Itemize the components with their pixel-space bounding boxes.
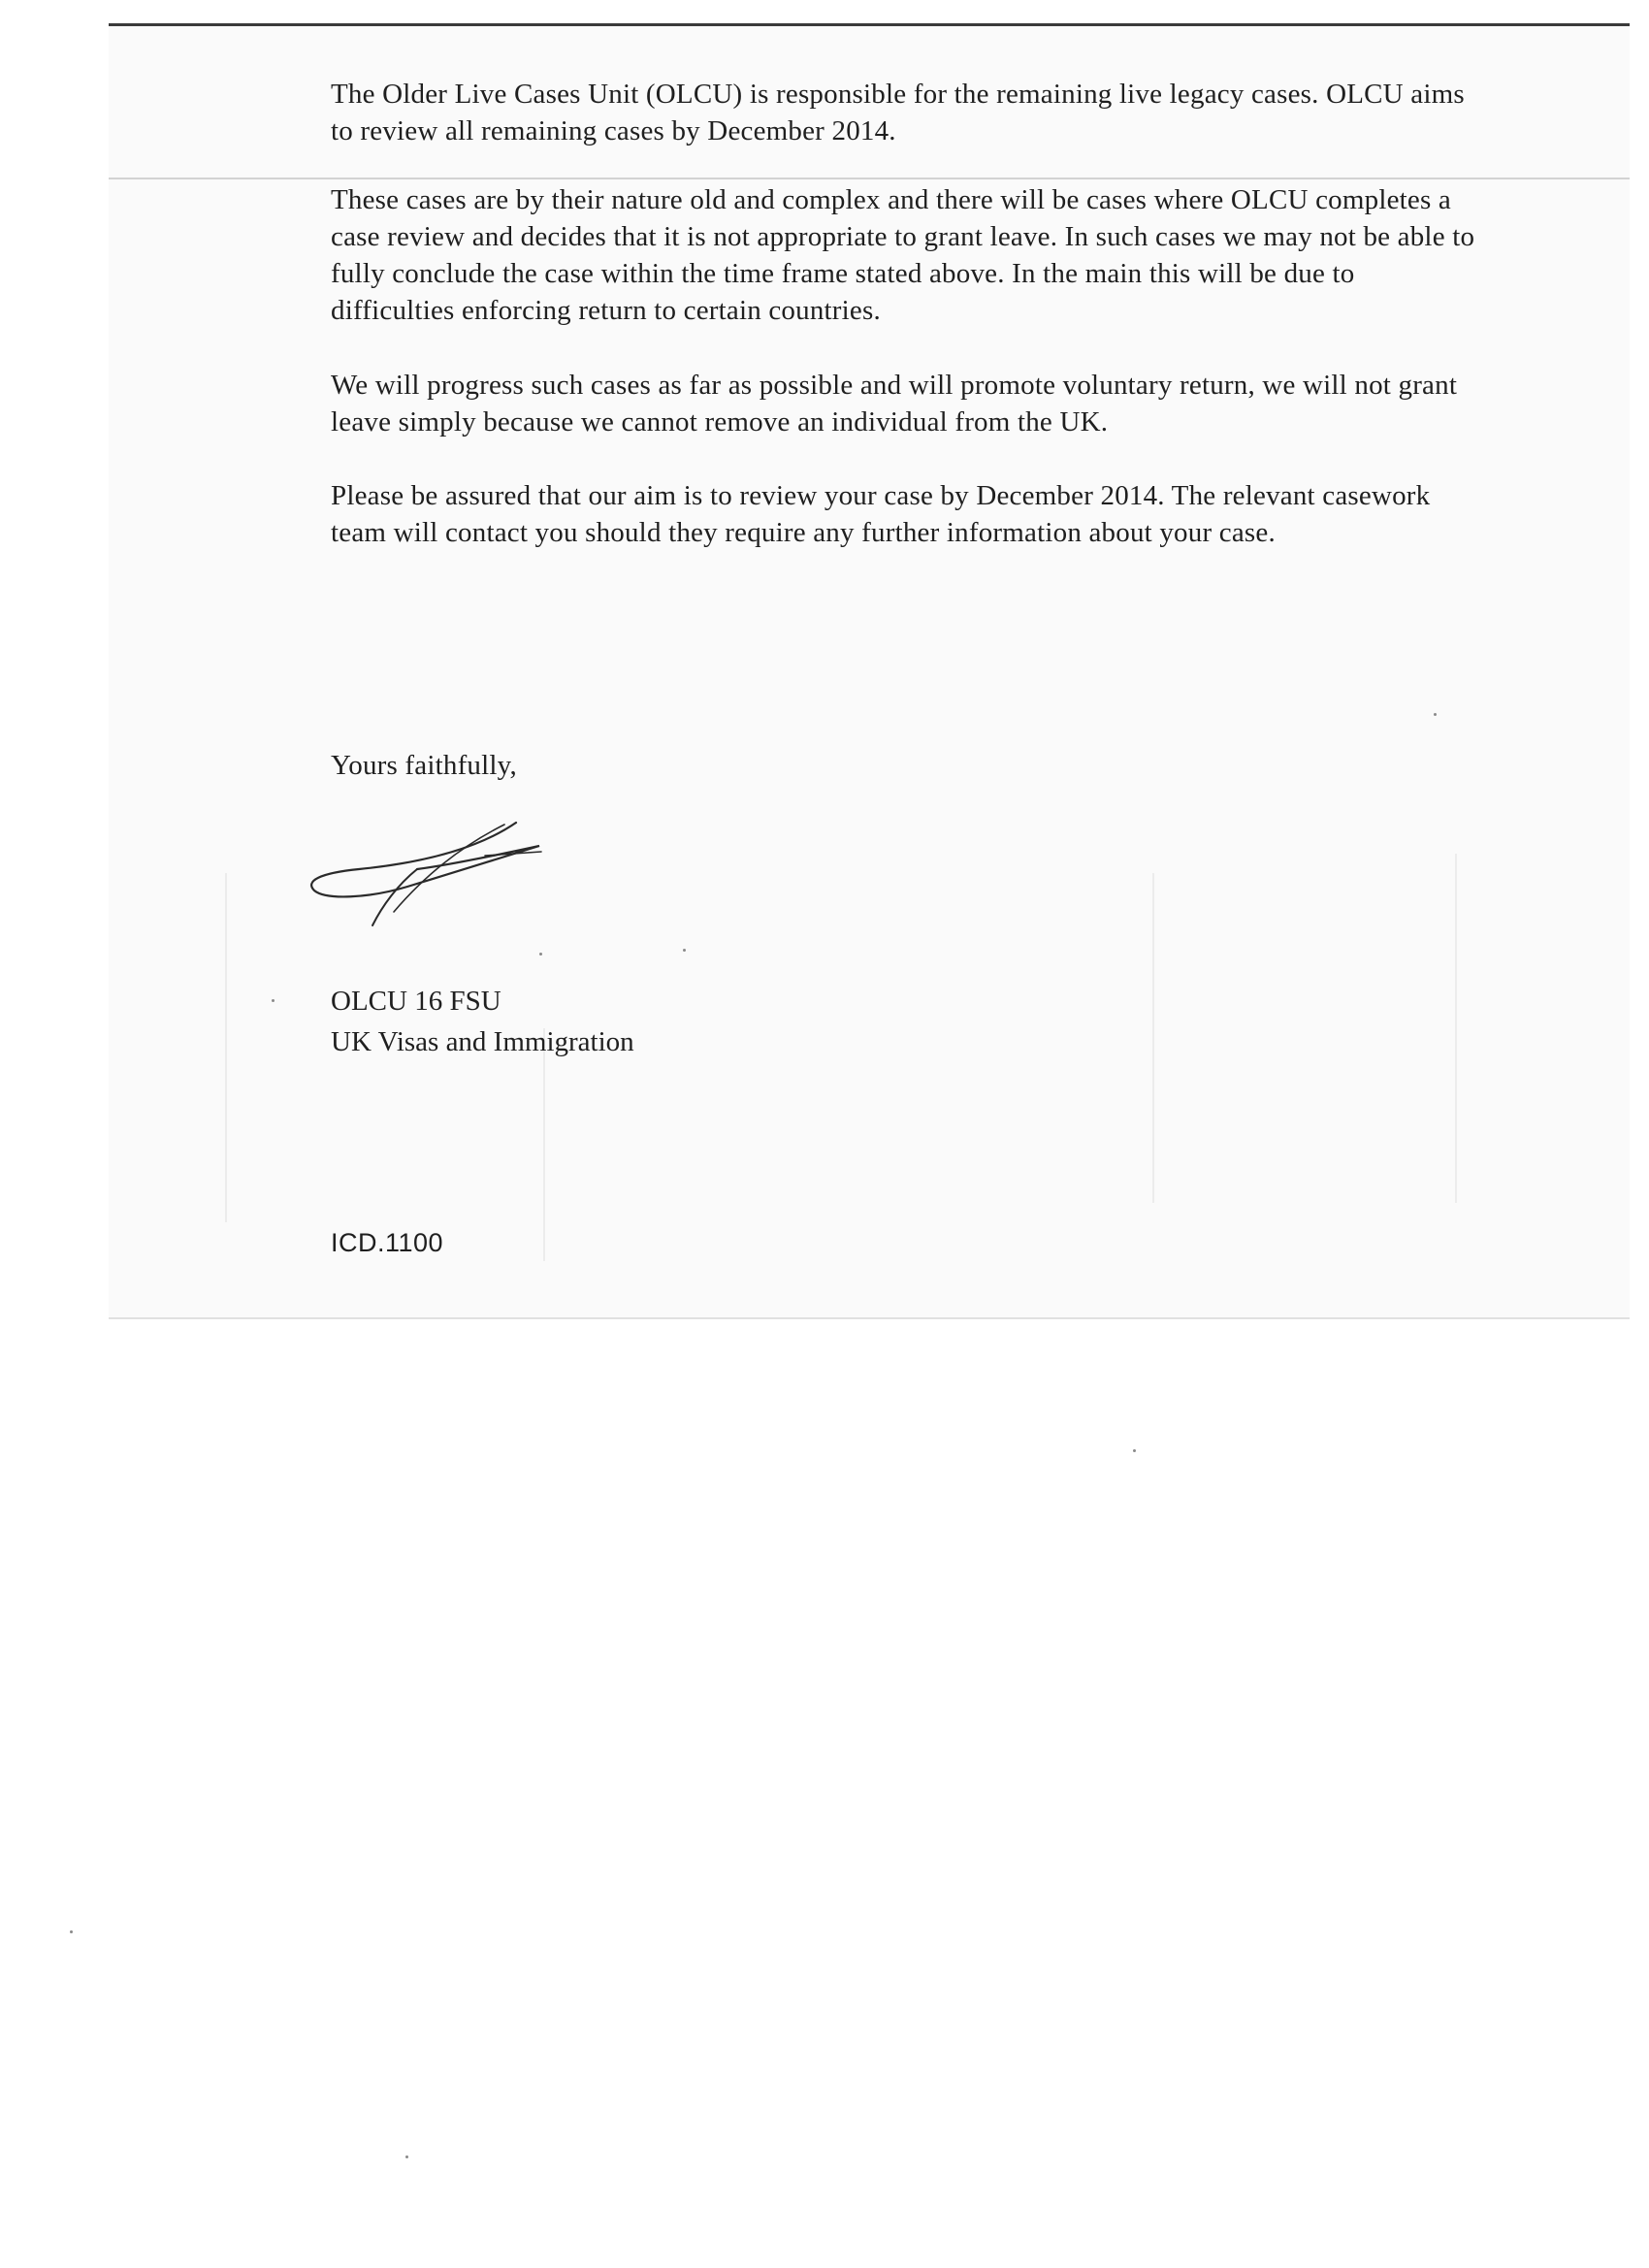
scan-speck bbox=[1133, 1449, 1136, 1452]
letter-paragraph: These cases are by their nature old and complex and there will be cases where OLCU completes a case review and decides that it is not appropriate to grant leave. In such cases we may not be able to fully conclude the case within the time frame stated above. In the main this will be due to difficulties enforcing return to certain countries. bbox=[331, 184, 1475, 326]
fold-line-bottom bbox=[109, 1317, 1630, 1319]
scan-speck bbox=[539, 953, 542, 956]
document-reference: ICD.1100 bbox=[331, 1228, 444, 1257]
signatory-block bbox=[331, 981, 634, 1062]
signatory-unit: OLCU 16 FSU bbox=[331, 986, 501, 1017]
letter-paragraph: The Older Live Cases Unit (OLCU) is responsible for the remaining live legacy cases. OLCU aims to review all remaining cases by December 2014. bbox=[331, 79, 1465, 146]
closing-salutation: Yours faithfully, bbox=[331, 750, 517, 781]
fold-line-middle bbox=[109, 178, 1630, 179]
scan-trace bbox=[1455, 854, 1457, 1203]
letter-paragraph: We will progress such cases as far as possible and will promote voluntary return, we will not grant leave simply because we cannot remove an individual from the UK. bbox=[331, 370, 1458, 437]
signature-icon bbox=[301, 805, 553, 960]
letter-paragraph: Please be assured that our aim is to review your case by December 2014. The relevant casework team will contact you should they require any further information about your case. bbox=[331, 480, 1431, 548]
scan-trace bbox=[225, 873, 227, 1222]
scan-speck bbox=[70, 1930, 73, 1933]
scan-speck bbox=[272, 999, 275, 1002]
fold-line-top bbox=[109, 23, 1630, 26]
scan-trace bbox=[543, 1028, 545, 1261]
scan-speck bbox=[683, 949, 686, 952]
scan-speck bbox=[1434, 713, 1437, 716]
signatory-organisation: UK Visas and Immigration bbox=[331, 1026, 634, 1057]
handwritten-signature bbox=[301, 805, 553, 960]
scan-speck bbox=[405, 2155, 408, 2158]
scan-trace bbox=[1152, 873, 1154, 1203]
